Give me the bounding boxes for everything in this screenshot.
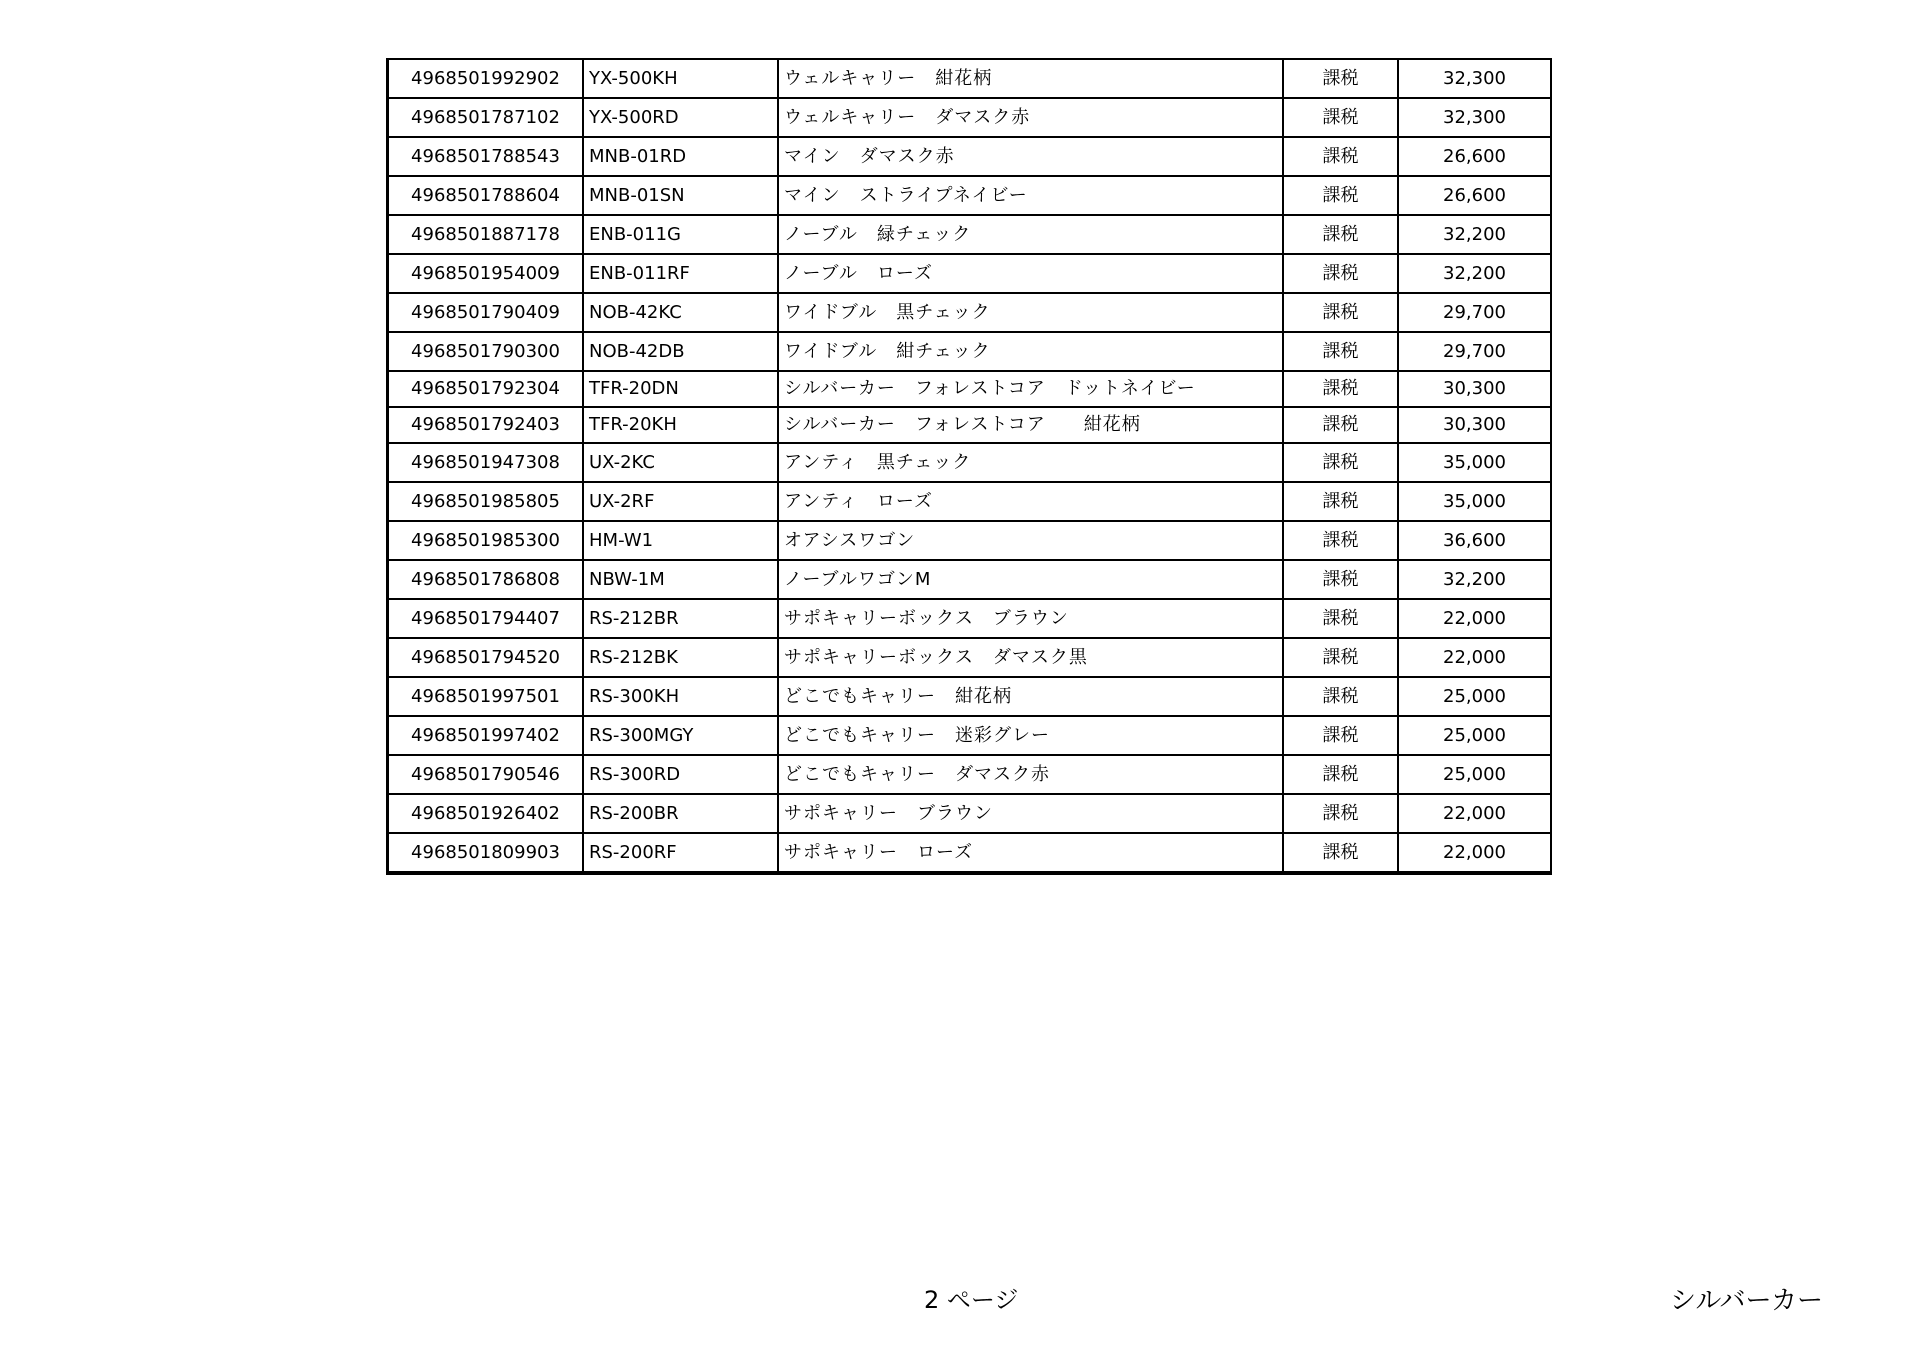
price-cell: 32,200 xyxy=(1398,215,1550,254)
table-row xyxy=(389,371,1550,407)
product-code-cell: RS-212BK xyxy=(583,638,778,677)
tax-type-cell: 課税 xyxy=(1283,254,1398,293)
product-code-cell: UX-2KC xyxy=(583,443,778,482)
product-code-cell: TFR-20DN xyxy=(583,371,778,407)
product-name-cell: マイン ダマスク赤 xyxy=(778,137,1283,176)
product-code-cell: RS-212BR xyxy=(583,599,778,638)
table-row xyxy=(389,599,1550,638)
product-name-cell: シルバーカー フォレストコア ドットネイビー xyxy=(778,371,1283,407)
product-code-cell: YX-500RD xyxy=(583,98,778,137)
price-cell: 25,000 xyxy=(1398,755,1550,794)
tax-type-cell: 課税 xyxy=(1283,332,1398,371)
tax-type-cell: 課税 xyxy=(1283,137,1398,176)
table-row xyxy=(389,482,1550,521)
price-cell: 22,000 xyxy=(1398,599,1550,638)
tax-type-cell: 課税 xyxy=(1283,560,1398,599)
jan-code-cell: 4968501997402 xyxy=(389,716,583,755)
price-cell: 29,700 xyxy=(1398,332,1550,371)
product-name-cell: シルバーカー フォレストコア 紺花柄 xyxy=(778,407,1283,443)
price-cell: 25,000 xyxy=(1398,677,1550,716)
table-row xyxy=(389,794,1550,833)
price-cell: 26,600 xyxy=(1398,137,1550,176)
price-cell: 36,600 xyxy=(1398,521,1550,560)
jan-code-cell: 4968501792403 xyxy=(389,407,583,443)
table-row xyxy=(389,293,1550,332)
tax-type-cell: 課税 xyxy=(1283,482,1398,521)
product-code-cell: RS-200RF xyxy=(583,833,778,871)
product-code-cell: MNB-01RD xyxy=(583,137,778,176)
product-table xyxy=(389,60,1550,871)
product-name-cell: ワイドブル 紺チェック xyxy=(778,332,1283,371)
product-name-cell: サポキャリーボックス ダマスク黒 xyxy=(778,638,1283,677)
jan-code-cell: 4968501792304 xyxy=(389,371,583,407)
price-cell: 32,200 xyxy=(1398,560,1550,599)
price-cell: 26,600 xyxy=(1398,176,1550,215)
table-row xyxy=(389,60,1550,98)
product-name-cell: アンティ 黒チェック xyxy=(778,443,1283,482)
jan-code-cell: 4968501985300 xyxy=(389,521,583,560)
table-row xyxy=(389,332,1550,371)
table-row xyxy=(389,443,1550,482)
table-row xyxy=(389,176,1550,215)
product-name-cell: ノーブルワゴンM xyxy=(778,560,1283,599)
product-code-cell: ENB-011G xyxy=(583,215,778,254)
price-cell: 35,000 xyxy=(1398,443,1550,482)
product-code-cell: RS-200BR xyxy=(583,794,778,833)
section-title: シルバーカー xyxy=(1670,1286,1824,1316)
price-cell: 32,300 xyxy=(1398,98,1550,137)
tax-type-cell: 課税 xyxy=(1283,833,1398,871)
jan-code-cell: 4968501790300 xyxy=(389,332,583,371)
jan-code-cell: 4968501997501 xyxy=(389,677,583,716)
jan-code-cell: 4968501788604 xyxy=(389,176,583,215)
product-code-cell: TFR-20KH xyxy=(583,407,778,443)
product-code-cell: RS-300RD xyxy=(583,755,778,794)
product-code-cell: MNB-01SN xyxy=(583,176,778,215)
product-name-cell: ウェルキャリー ダマスク赤 xyxy=(778,98,1283,137)
table-row xyxy=(389,677,1550,716)
table-row xyxy=(389,98,1550,137)
tax-type-cell: 課税 xyxy=(1283,98,1398,137)
product-code-cell: HM-W1 xyxy=(583,521,778,560)
table-row xyxy=(389,215,1550,254)
price-cell: 32,200 xyxy=(1398,254,1550,293)
product-price-table xyxy=(386,58,1552,875)
tax-type-cell: 課税 xyxy=(1283,407,1398,443)
price-cell: 30,300 xyxy=(1398,371,1550,407)
tax-type-cell: 課税 xyxy=(1283,215,1398,254)
table-row xyxy=(389,638,1550,677)
price-cell: 22,000 xyxy=(1398,833,1550,871)
product-code-cell: NBW-1M xyxy=(583,560,778,599)
tax-type-cell: 課税 xyxy=(1283,599,1398,638)
product-code-cell: NOB-42KC xyxy=(583,293,778,332)
jan-code-cell: 4968501985805 xyxy=(389,482,583,521)
tax-type-cell: 課税 xyxy=(1283,371,1398,407)
price-cell: 35,000 xyxy=(1398,482,1550,521)
jan-code-cell: 4968501954009 xyxy=(389,254,583,293)
product-name-cell: ノーブル 緑チェック xyxy=(778,215,1283,254)
tax-type-cell: 課税 xyxy=(1283,716,1398,755)
jan-code-cell: 4968501790409 xyxy=(389,293,583,332)
product-name-cell: どこでもキャリー 迷彩グレー xyxy=(778,716,1283,755)
product-name-cell: サポキャリー ローズ xyxy=(778,833,1283,871)
product-name-cell: どこでもキャリー 紺花柄 xyxy=(778,677,1283,716)
jan-code-cell: 4968501809903 xyxy=(389,833,583,871)
table-row xyxy=(389,716,1550,755)
jan-code-cell: 4968501787102 xyxy=(389,98,583,137)
price-cell: 29,700 xyxy=(1398,293,1550,332)
jan-code-cell: 4968501790546 xyxy=(389,755,583,794)
tax-type-cell: 課税 xyxy=(1283,794,1398,833)
product-code-cell: ENB-011RF xyxy=(583,254,778,293)
table-row xyxy=(389,755,1550,794)
table-row xyxy=(389,407,1550,443)
product-code-cell: NOB-42DB xyxy=(583,332,778,371)
product-name-cell: ノーブル ローズ xyxy=(778,254,1283,293)
price-cell: 22,000 xyxy=(1398,794,1550,833)
table-row xyxy=(389,833,1550,871)
product-code-cell: RS-300MGY xyxy=(583,716,778,755)
jan-code-cell: 4968501786808 xyxy=(389,560,583,599)
tax-type-cell: 課税 xyxy=(1283,60,1398,98)
product-code-cell: RS-300KH xyxy=(583,677,778,716)
price-cell: 30,300 xyxy=(1398,407,1550,443)
price-cell: 22,000 xyxy=(1398,638,1550,677)
jan-code-cell: 4968501992902 xyxy=(389,60,583,98)
product-name-cell: マイン ストライプネイビー xyxy=(778,176,1283,215)
price-cell: 25,000 xyxy=(1398,716,1550,755)
product-name-cell: サポキャリー ブラウン xyxy=(778,794,1283,833)
tax-type-cell: 課税 xyxy=(1283,677,1398,716)
product-name-cell: どこでもキャリー ダマスク赤 xyxy=(778,755,1283,794)
jan-code-cell: 4968501794520 xyxy=(389,638,583,677)
tax-type-cell: 課税 xyxy=(1283,638,1398,677)
tax-type-cell: 課税 xyxy=(1283,521,1398,560)
table-row xyxy=(389,560,1550,599)
table-row xyxy=(389,521,1550,560)
product-name-cell: ワイドブル 黒チェック xyxy=(778,293,1283,332)
jan-code-cell: 4968501947308 xyxy=(389,443,583,482)
jan-code-cell: 4968501788543 xyxy=(389,137,583,176)
tax-type-cell: 課税 xyxy=(1283,176,1398,215)
table-row xyxy=(389,137,1550,176)
page-number: 2 ページ xyxy=(924,1286,1019,1314)
product-name-cell: サポキャリーボックス ブラウン xyxy=(778,599,1283,638)
jan-code-cell: 4968501926402 xyxy=(389,794,583,833)
product-name-cell: アンティ ローズ xyxy=(778,482,1283,521)
jan-code-cell: 4968501794407 xyxy=(389,599,583,638)
jan-code-cell: 4968501887178 xyxy=(389,215,583,254)
price-cell: 32,300 xyxy=(1398,60,1550,98)
tax-type-cell: 課税 xyxy=(1283,293,1398,332)
table-body xyxy=(389,60,1550,871)
tax-type-cell: 課税 xyxy=(1283,755,1398,794)
table-row xyxy=(389,254,1550,293)
tax-type-cell: 課税 xyxy=(1283,443,1398,482)
product-code-cell: YX-500KH xyxy=(583,60,778,98)
product-name-cell: ウェルキャリー 紺花柄 xyxy=(778,60,1283,98)
product-code-cell: UX-2RF xyxy=(583,482,778,521)
product-name-cell: オアシスワゴン xyxy=(778,521,1283,560)
